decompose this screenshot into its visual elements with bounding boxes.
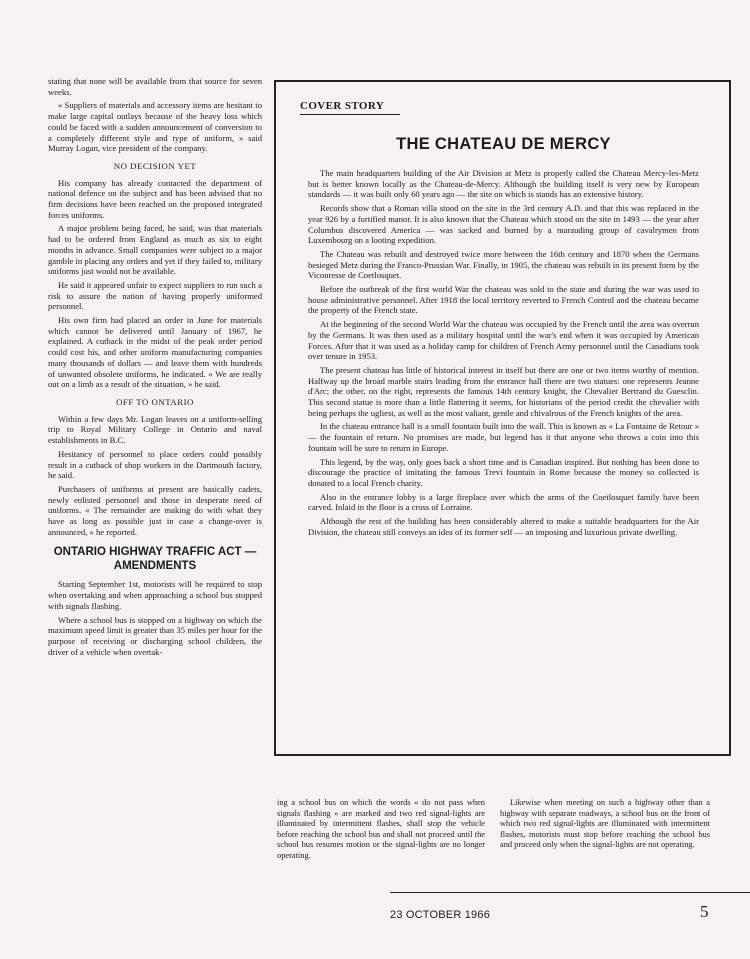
cover-paragraph-6: In the chateau entrance hall is a small fountain built into the wall. This is known as « La Fontaine de Retour » — the fountain of return. No promises are made, but legend has it that anyone who throws a coin into this fountain will be sure to return in Europe. [308, 421, 699, 453]
cover-story-content [300, 96, 699, 541]
cover-paragraph-4: At the beginning of the second World War the chateau was occupied by the French until the area was overrun by the Germans. It was then used as a military hospital until the war's end when it was occupied by American Forces. After that it was used as a holiday camp for children of French Army personnel until the Canadians took over tenure in 1953. [308, 319, 699, 362]
footer-rule [390, 892, 750, 893]
left-paragraph-0: stating that none will be available from that source for seven weeks. [48, 76, 262, 97]
footer-date: 23 OCTOBER 1966 [390, 909, 491, 921]
bottom-right-column [500, 798, 710, 851]
cover-paragraph-1: Records show that a Roman villa stood on the site in the 3rd century A.D. and that this was replaced in the year 926 by a fortified manor. It is also known that the Chateau which stood on the site in 1493 — the year after Columbus discovered America — was sacked and burned by a marauding group of cavalrymen from Luxembourg on a looting expedition. [308, 203, 699, 246]
cover-story-label: COVER STORY [300, 100, 400, 115]
left-paragraph-2: His company has already contacted the department of national defence on the subject and has been advised that no firm decisions have been reached on the proposed integrated forces uniforms. [48, 177, 262, 220]
cover-paragraph-7: This legend, by the way, only goes back a short time and is Canadian inspired. But nothing has been done to discourage the practice of imitating the famous Trevi fountain in Rome because the money so collected is donated to a local French charity. [308, 456, 699, 488]
left-paragraph-1: « Suppliers of materials and accessory items are hesitant to make large capital outlays because of the heavy loss which could be faced with a sudden announcement of conversion to a completely different style and type of uniform, » said Murray Logan, vice president of the company. [48, 100, 262, 154]
cover-paragraph-2: The Chateau was rebuilt and destroyed twice more between the 16th century and 1870 when the Germans besieged Metz during the Franco-Prussian War. Finally, in 1905, the chateau was rebuilt in its present form by the Viconresse de Coetlosquet. [308, 248, 699, 281]
cover-paragraph-5: The present chateau has little of historical interest in itself but there are one or two items worthy of mention. Halfway up the broad marble stairs leading from the entrance hall there are two statues: one represents Jeanne d'Arc; the other, on the right, represents the famous 14th century knight, the Chevalier Bertrand du Guesclin. This second statue is more than a little flattering it seems, for historians of the period credit the chevalier with being perhaps the ugliest, as well as the most valiant, gentle and chivalrous of the French knights of the area. [308, 364, 699, 418]
headline-highway-traffic-act: ONTARIO HIGHWAY TRAFFIC ACT — AMENDMENTS [53, 546, 257, 573]
left-paragraph-8: Purchasers of uniforms at present are basically cadets, newly enlisted personnel and those in desperate need of uniforms. « The remainder are making do with what they have as long as possible just in case a change-over is announced, » he reported. [48, 483, 262, 537]
left-paragraph-7: Hesitancy of personnel to place orders could possibly result in a cutback of shop workers in the Dartmouth factory, he said. [48, 448, 262, 481]
left-paragraph-4: He said it appeared unfair to expect suppliers to run such a risk to assure the nation of having properly uniformed personnel. [48, 279, 262, 312]
left-paragraph-9: Starting September 1st, motorists will be required to stop when overtaking and when approaching a school bus stopped with signals flashing. [48, 579, 262, 611]
bottom-right-paragraph: Likewise when meeting on such a highway other than a highway with separate roadways, a school bus on the front of which two red signal-lights are illuminated with intermittent flashes, motorists must stop before reaching the school bus and proceed only when the signal-lights are not operating. [500, 798, 710, 850]
cover-paragraph-0: The main headquarters building of the Air Division at Metz is properly called the Chateau Mercy-les-Metz but is better known locally as the Chateau-de-Mercy. Although the building itself is very new by European standards — it was built only 60 years ago — the site on which is stands has an extensive history. [308, 168, 699, 200]
left-paragraph-10: Where a school bus is stopped on a highway on which the maximum speed limit is greater than 35 miles per hour for the purpose of receiving or discharging school children, the driver of a vehicle when overtak- [48, 614, 262, 657]
left-paragraph-3: A major problem being faced, he said, was that materials had to be ordered from England as much as six to eight months in advance. Small companies were subject to a major gamble in placing any orders and yet if they failed to, military uniforms just would not be available. [48, 223, 262, 277]
left-column [48, 76, 262, 660]
cover-story-body [308, 168, 699, 538]
left-paragraph-6: Within a few days Mr. Logan leaves on a uniform-selling trip to Royal Military College in Ontario and naval establishments in B.C. [48, 413, 262, 446]
page-number: 5 [700, 902, 709, 921]
bottom-middle-paragraph: ing a school bus on which the words « do not pass when signals flashing » are marked and two red signal-lights are illuminated by intermittent flashes, shall stop the vehicle before reaching the school bus and shall not proceed until the school bus resumes motion or the signal-lights are no longer operating. [277, 798, 485, 860]
cover-paragraph-9: Although the rest of the building has been considerably altered to make a suitable headquarters for the Air Division, the chateau still conveys an idea of its former self — an imposing and luxurious private dwelling. [308, 516, 699, 537]
left-paragraph-5: His own firm had placed an order in June for materials which cannot be delivered until January of 1967, he explained. A cutback in the midst of the peak order period could cost his, and other uniform manufacturing companies many thousands of dollars — and leave them with hundreds of unwanted obsolete uniforms, he indicated. « We are really out on a limb as a result of the situation, » he said. [48, 315, 262, 390]
subhead-off-to-ontario: OFF TO ONTARIO [116, 396, 194, 407]
cover-paragraph-3: Before the outbreak of the first world War the chateau was sold to the state and during the war was used to house administrative personnel. After 1918 the local territory reverted to French Control and the chateau became the property of the French state. [308, 284, 699, 316]
cover-story-title: THE CHATEAU DE MERCY [396, 135, 611, 153]
cover-paragraph-8: Also in the entrance lobby is a large fireplace over which the arms of the Coetlosquet family have been carved. Inlaid in the floor is a cross of Lorraine. [308, 491, 699, 513]
subhead-no-decision: NO DECISION YET [113, 160, 197, 171]
bottom-middle-column [277, 798, 485, 862]
cover-story-box [274, 80, 731, 756]
